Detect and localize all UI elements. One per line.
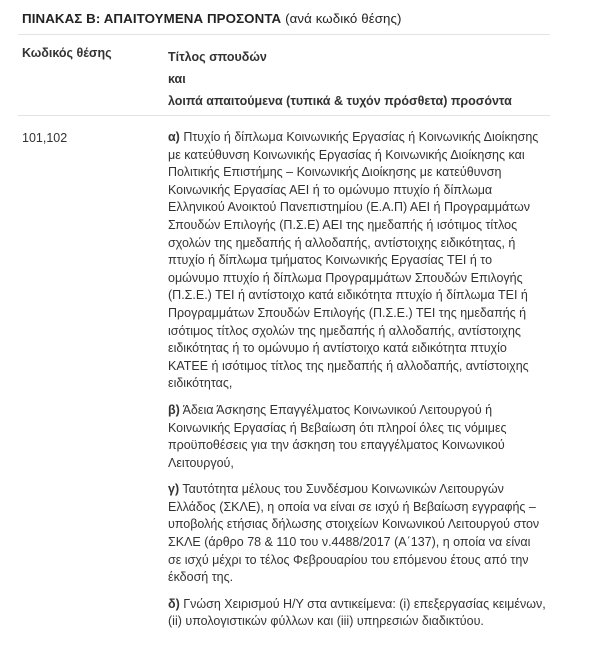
requirements-cell	[168, 129, 546, 631]
column-header-title	[168, 46, 568, 112]
table-title-suffix: (ανά κωδικό θέσης)	[285, 11, 402, 26]
requirement-item	[168, 129, 546, 393]
header-top-divider	[18, 34, 550, 35]
requirement-text: Ταυτότητα μέλους του Συνδέσμου Κοινωνικών Λειτουργών Ελλάδος (ΣΚΛΕ), η οποία να είναι σε ισχύ ή Βεβαίωση εγγραφής – υποβολής ετήσιας δήλωσης στοιχείων Κοινωνικού Λειτουργού στον ΣΚΛΕ (άρθρο 78 & 110 του ν.4488/2017 (Α΄137), η οποία να είναι σε ισχύ μέχρι το τέλος Φεβρουαρίου του επόμενου έτους από την έκδοσή της.	[168, 482, 540, 585]
requirement-label: β)	[168, 402, 180, 417]
requirement-text: Γνώση Χειρισμού Η/Υ στα αντικείμενα: (i) επεξεργασίας κειμένων, (ii) υπολογιστικών φύλλων και (iii) υπηρεσιών διαδικτύου.	[168, 596, 546, 629]
column-header-title-line: λοιπά απαιτούμενα (τυπικά & τυχόν πρόσθετα) προσόντα	[168, 94, 512, 108]
requirement-item	[168, 596, 546, 631]
requirement-text: Άδεια Άσκησης Επαγγέλματος Κοινωνικού Λειτουργού ή Κοινωνικής Εργασίας ή Βεβαίωση ότι πληροί όλες τις νόμιμες προϋποθέσεις για την άσκηση του επαγγέλματος Κοινωνικού Λειτουργού,	[168, 402, 507, 470]
table-title-main: ΠΙΝΑΚΑΣ Β: ΑΠΑΙΤΟΥΜΕΝΑ ΠΡΟΣΟΝΤΑ	[22, 11, 282, 26]
requirement-label: δ)	[168, 596, 180, 611]
column-header-title-line: Τίτλος σπουδών	[168, 50, 267, 64]
header-bottom-divider	[18, 115, 550, 116]
requirement-label: α)	[168, 130, 180, 144]
requirement-label: γ)	[168, 482, 180, 497]
requirement-text: Πτυχίο ή δίπλωμα Κοινωνικής Εργασίας ή Κοινωνικής Διοίκησης με κατεύθυνση Κοινωνικής Εργασίας ή Κοινωνικής Διοίκησης και Πολιτικής Επιστήμης – Κοινωνικής Διοίκησης με κατεύθυνση Κοινωνικής Εργασίας ΑΕΙ ή το ομώνυμο πτυχίο ή δίπλωμα Ελληνικού Ανοικτού Πανεπιστημίου (Ε.Α.Π) ΑΕΙ ή Προγραμμάτων Σπουδών Επιλογής (Π.Σ.Ε) ΑΕΙ της ημεδαπής ή ισότιμος τίτλος σχολών της ημεδαπής ή αλλοδαπής, αντίστοιχης ειδικότητας, ή πτυχίο ή δίπλωμα τμήματος Κοινωνικής Εργασίας ΤΕΙ ή το ομώνυμο πτυχίο ή δίπλωμα Προγραμμάτων Σπουδών Επιλογής (Π.Σ.Ε.) ΤΕΙ ή αντίστοιχο κατά ειδικότητα πτυχίο ή δίπλωμα ΤΕΙ ή Προγραμμάτων Σπουδών Επιλογής (Π.Σ.Ε.) ΤΕΙ της ημεδαπής ή ισότιμος τίτλος σχολών της ημεδαπής ή αλλοδαπής, αντίστοιχης ειδικότητας ή το ομώνυμο ή αντίστοιχο κατά ειδικότητα πτυχίο ΚΑΤΕΕ ή ισότιμος τίτλος της ημεδαπής ή αλλοδαπής, αντίστοιχης ειδικότητας,	[168, 130, 539, 391]
requirement-item	[168, 481, 546, 587]
requirement-item	[168, 402, 546, 472]
position-code-cell: 101,102	[22, 131, 68, 145]
column-header-title-line: και	[168, 72, 186, 86]
column-header-code: Κωδικός θέσης	[22, 46, 112, 60]
table-title	[22, 11, 402, 26]
